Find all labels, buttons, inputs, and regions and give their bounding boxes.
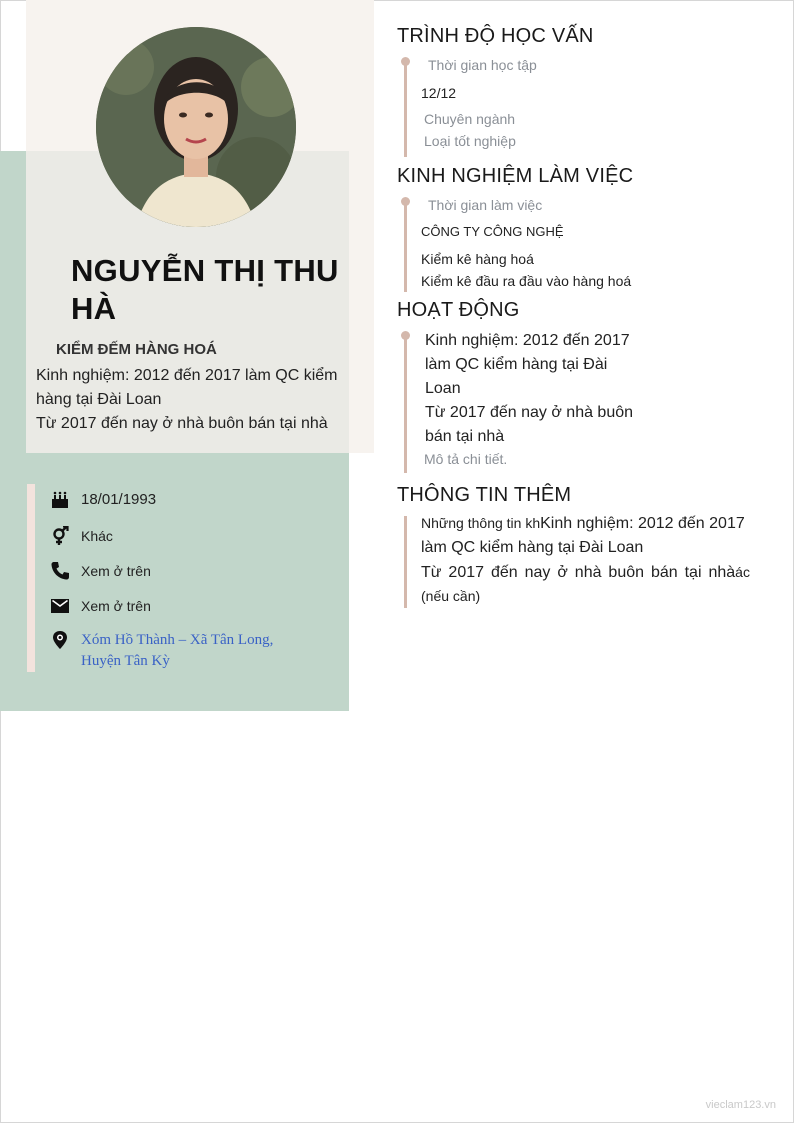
summary-line: Từ 2017 đến nay ở nhà buôn bán tại nhà [36, 415, 328, 432]
email-value: Xem ở trên [81, 598, 151, 614]
watermark: vieclam123.vn [705, 1099, 776, 1111]
cake-icon [50, 490, 70, 510]
experience-section-title: KINH NGHIỆM LÀM VIỆC [397, 165, 634, 187]
experience-timeline-line [404, 202, 407, 292]
candidate-name [71, 252, 351, 328]
additional-line-3 [421, 560, 754, 585]
contact-birthday [50, 490, 156, 510]
activities-line: bán tại nhà [425, 428, 505, 445]
experience-description: Kiểm kê đầu ra đầu vào hàng hoá [421, 273, 632, 289]
candidate-name-line-2: HÀ [71, 291, 117, 326]
additional-line-3-big: Từ 2017 đến nay ở nhà buôn bán tại nhà [421, 564, 736, 581]
education-timeline-dot [401, 57, 410, 66]
candidate-name-line-1: NGUYỄN THỊ THU [71, 253, 339, 288]
contact-accent-bar [27, 484, 35, 672]
address-line-1: Xóm Hồ Thành – Xã Tân Long, [81, 632, 274, 648]
activities-line: Kinh nghiệm: 2012 đến 2017 [425, 332, 630, 349]
education-time: Thời gian học tập [428, 57, 537, 73]
education-section-title: TRÌNH ĐỘ HỌC VẤN [397, 25, 594, 47]
job-title: KIỂM ĐẾM HÀNG HOÁ [56, 341, 217, 358]
contact-gender [50, 526, 113, 546]
experience-time: Thời gian làm việc [428, 197, 543, 213]
education-timeline-line [404, 62, 407, 157]
gender-icon [50, 526, 70, 546]
additional-section-title: THÔNG TIN THÊM [397, 484, 572, 506]
additional-line-1 [421, 511, 754, 536]
activities-line: Loan [425, 380, 461, 397]
phone-value: Xem ở trên [81, 563, 151, 579]
contact-phone [50, 561, 151, 581]
activities-timeline-line [404, 336, 407, 473]
activities-line: làm QC kiểm hàng tại Đài [425, 356, 608, 373]
additional-line-1-small: Những thông tin kh [421, 515, 541, 531]
location-icon [50, 630, 70, 650]
activities-section-title: HOẠT ĐỘNG [397, 299, 520, 321]
address-value [81, 630, 273, 672]
experience-company: CÔNG TY CÔNG NGHỆ [421, 224, 564, 239]
profile-summary [36, 364, 348, 436]
gender-value: Khác [81, 528, 113, 544]
email-icon [50, 596, 70, 616]
contact-address [50, 630, 273, 672]
activities-description [425, 329, 633, 449]
summary-line: hàng tại Đài Loan [36, 391, 162, 408]
experience-position: Kiểm kê hàng hoá [421, 251, 534, 267]
additional-line-4: (nếu cần) [421, 588, 481, 604]
activities-detail: Mô tả chi tiết. [424, 451, 508, 467]
additional-line-3-small: ác [735, 564, 750, 580]
birthday-value: 18/01/1993 [81, 491, 157, 508]
activities-timeline-dot [401, 331, 410, 340]
additional-description [421, 511, 754, 607]
contact-email [50, 596, 151, 616]
education-school: 12/12 [421, 85, 457, 101]
additional-line-1-big: Kinh nghiệm: 2012 đến 2017 [540, 515, 745, 532]
additional-line-2: làm QC kiểm hàng tại Đài Loan [421, 539, 644, 556]
phone-icon [50, 561, 70, 581]
experience-timeline-dot [401, 197, 410, 206]
education-grade: Loại tốt nghiệp [424, 133, 516, 149]
profile-photo [96, 27, 296, 227]
address-line-2: Huyện Tân Kỳ [81, 653, 170, 669]
additional-timeline-line [404, 516, 407, 608]
education-major: Chuyên ngành [424, 111, 516, 127]
summary-line: Kinh nghiệm: 2012 đến 2017 làm QC kiểm [36, 367, 338, 384]
activities-line: Từ 2017 đến nay ở nhà buôn [425, 404, 634, 421]
